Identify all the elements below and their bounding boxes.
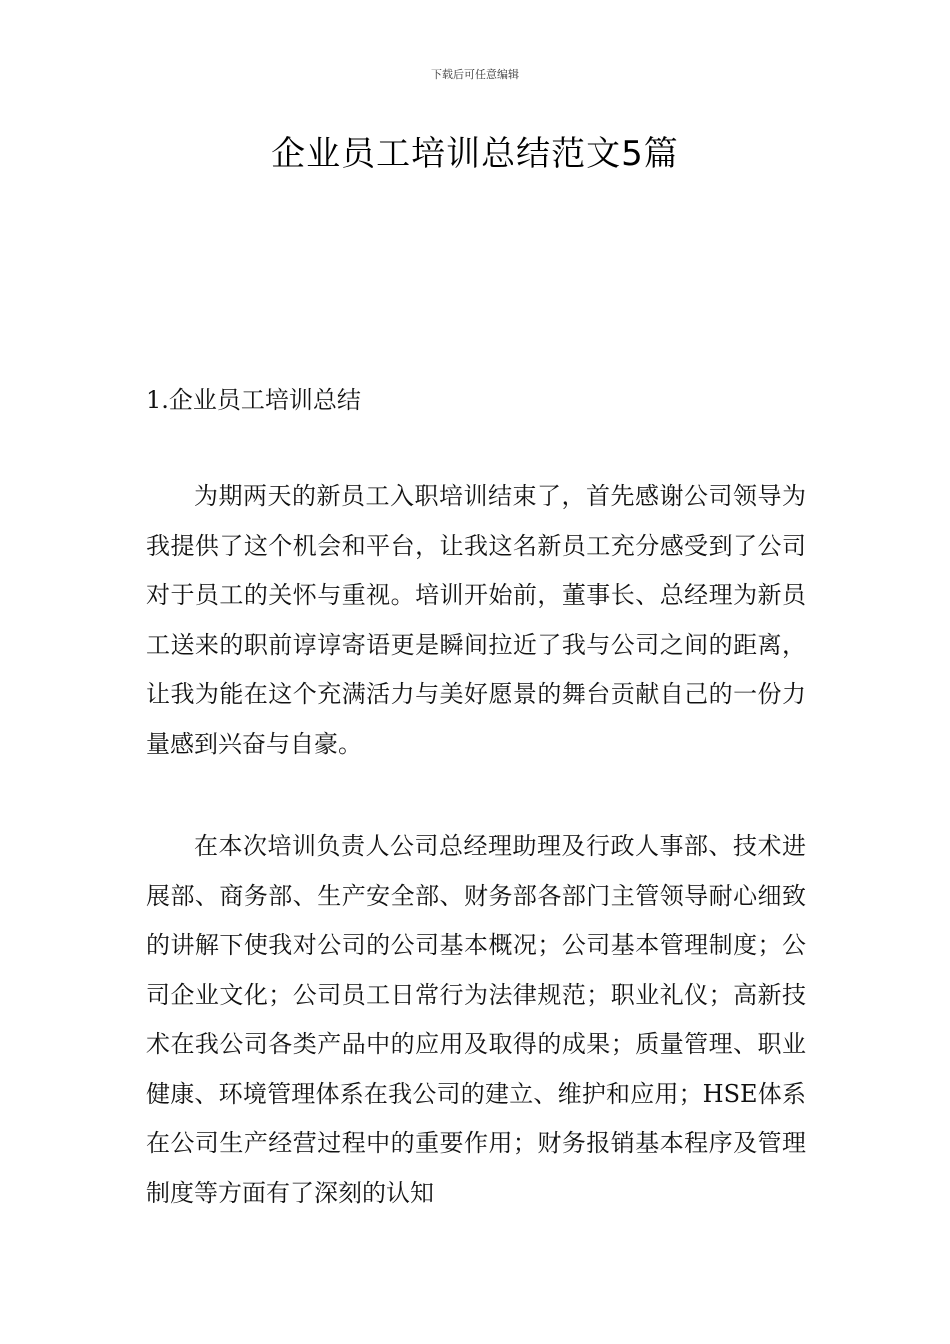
paragraph-1: 为期两天的新员工入职培训结束了，首先感谢公司领导为我提供了这个机会和平台，让我这名新员工充分感受到了公司对于员工的关怀与重视。培训开始前，董事长、总经理为新员工送来的职前谆谆寄语更是瞬间拉近了我与公司之间的距离，让我为能在这个充满活力与美好愿景的舞台贡献自己的一份力量感到兴奋与自豪。 xyxy=(146,482,806,758)
document-title: 企业员工培训总结范文5篇 xyxy=(271,134,679,174)
section-heading: 1.企业员工培训总结 xyxy=(146,386,361,414)
header-note: 下载后可任意编辑 xyxy=(431,68,519,81)
paragraph-2: 在本次培训负责人公司总经理助理及行政人事部、技术进展部、商务部、生产安全部、财务部各部门主管领导耐心细致的讲解下使我对公司的公司基本概况；公司基本管理制度；公司企业文化；公司员工日常行为法律规范；职业礼仪；高新技术在我公司各类产品中的应用及取得的成果；质量管理、职业健康、环境管理体系在我公司的建立、维护和应用；HSE体系在公司生产经营过程中的重要作用；财务报销基本程序及管理制度等方面有了深刻的认知 xyxy=(146,832,806,1207)
